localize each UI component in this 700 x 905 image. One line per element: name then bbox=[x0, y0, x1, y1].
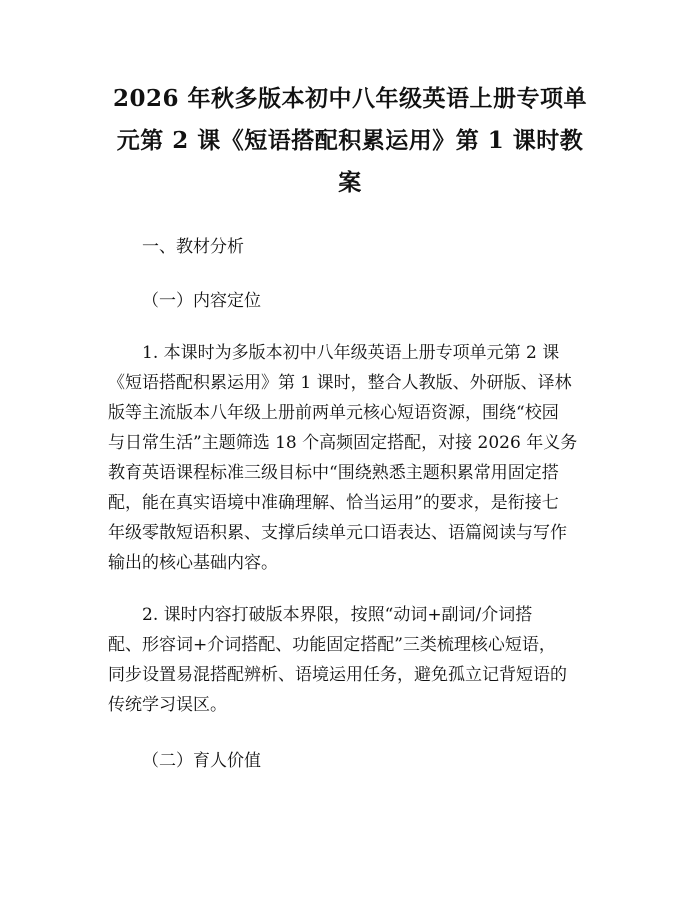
paragraph-line: 同步设置易混搭配辨析、语境运用任务，避免孤立记背短语的 bbox=[108, 665, 567, 685]
paragraph-line: 《短语搭配积累运用》第 1 课时，整合人教版、外研版、译林 bbox=[108, 373, 572, 393]
paragraph-line: 传统学习误区。 bbox=[108, 695, 227, 715]
paragraph-line: 年级零散短语积累、支撑后续单元口语表达、语篇阅读与写作 bbox=[108, 523, 567, 543]
paragraph-line: 2. 课时内容打破版本界限，按照“动词+副词/介词搭 bbox=[142, 605, 533, 625]
subsection-heading-educational-value: （二）育人价值 bbox=[142, 751, 261, 771]
title-line: 2026 年秋多版本初中八年级英语上册专项单 bbox=[112, 85, 588, 112]
paragraph-line: 配、形容词+介词搭配、功能固定搭配”三类梳理核心短语， bbox=[108, 635, 556, 655]
paragraph-2 bbox=[108, 600, 592, 720]
subsection-heading-content-positioning: （一）内容定位 bbox=[142, 291, 261, 311]
paragraph-line: 版等主流版本八年级上册前两单元核心短语资源，围绕“校园 bbox=[108, 403, 559, 423]
paragraph-line: 教育英语课程标准三级目标中“围绕熟悉主题积累常用固定搭 bbox=[108, 463, 559, 483]
title-line: 案 bbox=[338, 169, 362, 196]
document-title bbox=[108, 78, 592, 204]
section-heading-textbook-analysis: 一、教材分析 bbox=[142, 237, 244, 257]
title-line: 元第 2 课《短语搭配积累运用》第 1 课时教 bbox=[116, 127, 584, 154]
paragraph-line: 1. 本课时为多版本初中八年级英语上册专项单元第 2 课 bbox=[142, 343, 560, 363]
paragraph-line: 与日常生活”主题筛选 18 个高频固定搭配，对接 2026 年义务 bbox=[108, 433, 578, 453]
paragraph-1 bbox=[108, 338, 592, 578]
paragraph-line: 输出的核心基础内容。 bbox=[108, 553, 278, 573]
paragraph-line: 配，能在真实语境中准确理解、恰当运用”的要求，是衔接七 bbox=[108, 493, 559, 513]
